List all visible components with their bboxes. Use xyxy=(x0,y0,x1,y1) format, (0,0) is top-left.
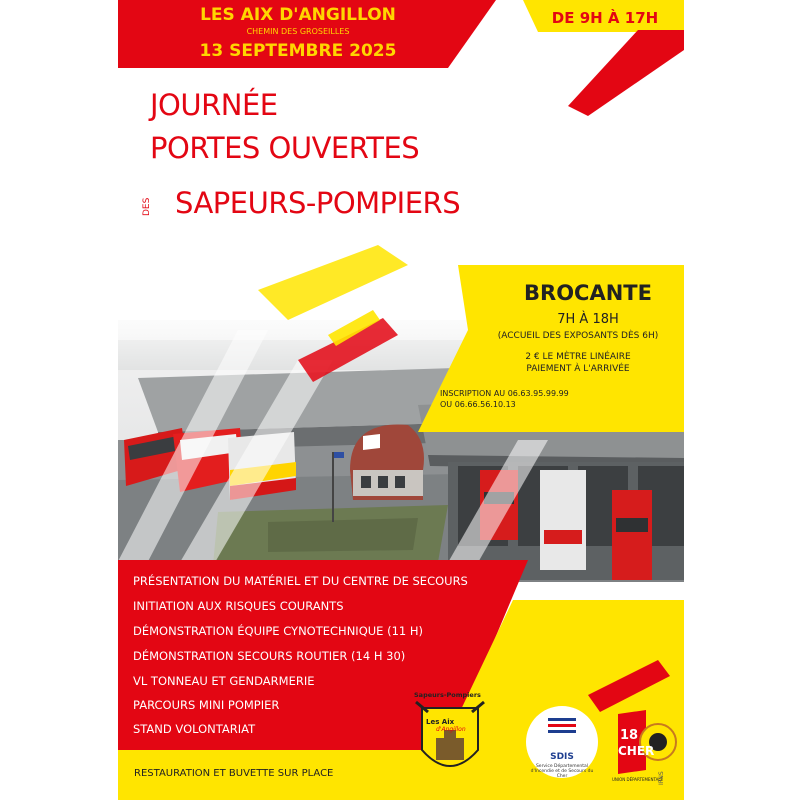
cher-logo-number: 18 xyxy=(620,728,639,743)
cher-logo-union: UNION DÉPARTEMENTALE xyxy=(612,777,664,782)
top-red-stroke xyxy=(568,30,684,116)
poster xyxy=(118,0,684,800)
sdis-logo-name: SDIS xyxy=(550,752,574,762)
event-date: 13 SEPTEMBRE 2025 xyxy=(199,41,397,61)
sapeurs-logo-title: Sapeurs-Pompiers xyxy=(414,691,481,699)
sdis-logo-subtitle: Service Départemental d'Incendie et de Secours du Cher xyxy=(530,764,594,779)
brocante-hours: 7H À 18H xyxy=(557,312,619,327)
sapeurs-logo-town-script: d'Angillon xyxy=(436,726,466,733)
sapeurs-logo-town: Les Aix xyxy=(426,718,455,726)
footer-text: RESTAURATION ET BUVETTE SUR PLACE xyxy=(134,768,334,779)
title-line-2: PORTES OUVERTES xyxy=(150,131,420,165)
activity-item: PARCOURS MINI POMPIER xyxy=(133,698,280,712)
activity-item: INITIATION AUX RISQUES COURANTS xyxy=(133,599,344,613)
event-town: LES AIX D'ANGILLON xyxy=(200,5,396,25)
title-small-des: DES xyxy=(142,197,152,216)
activity-item: STAND VOLONTARIAT xyxy=(133,722,256,736)
title-line-1: JOURNÉE xyxy=(150,88,278,122)
cher-logo-word: CHER xyxy=(618,744,655,758)
brocante-price-line-2: PAIEMENT À L'ARRIVÉE xyxy=(526,364,630,374)
activity-item: DÉMONSTRATION SECOURS ROUTIER (14 H 30) xyxy=(133,649,406,663)
brocante-title: BROCANTE xyxy=(524,281,652,305)
brocante-inscription-2: OU 06.66.56.10.13 xyxy=(440,400,516,409)
event-hours: DE 9H À 17H xyxy=(551,9,659,27)
title-line-3: SAPEURS-POMPIERS xyxy=(175,186,461,220)
brocante-accueil: (ACCUEIL DES EXPOSANTS DÈS 6H) xyxy=(497,331,659,341)
ipns-credit: IPNS xyxy=(658,771,665,785)
event-street: CHEMIN DES GROSEILLES xyxy=(246,27,350,36)
activity-item: DÉMONSTRATION ÉQUIPE CYNOTECHNIQUE (11 H) xyxy=(133,624,423,638)
activity-item: VL TONNEAU ET GENDARMERIE xyxy=(133,674,315,688)
brocante-inscription-1: INSCRIPTION AU 06.63.95.99.99 xyxy=(440,389,569,398)
activity-item: PRÉSENTATION DU MATÉRIEL ET DU CENTRE DE SECOURS xyxy=(133,574,468,588)
brocante-price-line-1: 2 € LE MÈTRE LINÉAIRE xyxy=(525,352,631,362)
